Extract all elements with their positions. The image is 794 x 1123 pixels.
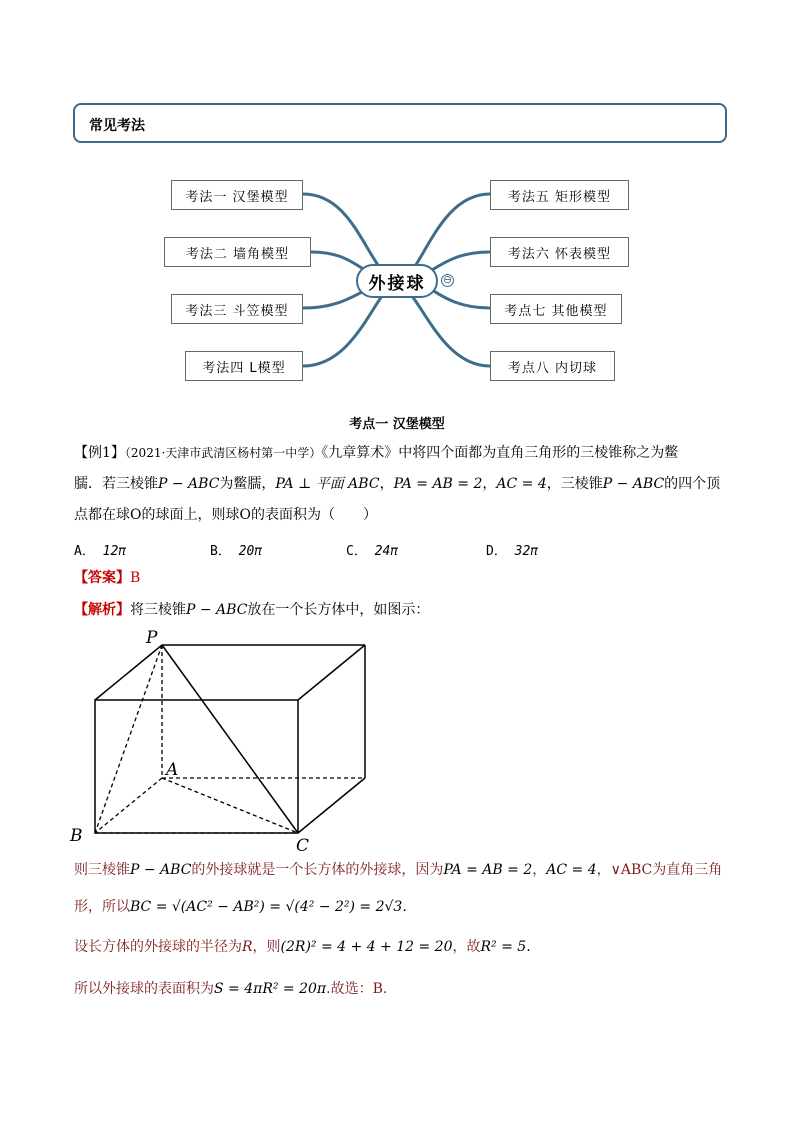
option-a-value: 12π	[102, 544, 127, 559]
analysis-tag: 【解析】	[74, 602, 130, 618]
option-a[interactable]	[74, 540, 126, 559]
example-source: （2021·天津市武清区杨村第一中学）	[124, 446, 322, 460]
solution-3c: ，则	[252, 939, 281, 955]
label-p: P	[146, 628, 158, 648]
label-b: B	[70, 826, 83, 846]
edge-top-right	[298, 645, 365, 700]
example-text-2a: 臑．若三棱锥	[74, 476, 158, 492]
example-text-2b: 为鳖臑，	[219, 476, 276, 492]
solution-4a: 所以外接球的表面积为	[74, 981, 214, 997]
mindmap-node-left-3[interactable]: 考法三 斗笠模型	[171, 294, 303, 324]
answer-tag: 【答案】	[74, 570, 130, 586]
solution-1h: ∨ABC为直角三角	[610, 862, 723, 878]
example-text-2e: ，三棱锥	[546, 476, 603, 492]
mindmap-node-right-3[interactable]: 考点七 其他模型	[490, 294, 622, 324]
solution-2c: .	[402, 899, 407, 915]
solution-line-1	[74, 855, 734, 886]
mindmap-node-left-1[interactable]: 考法一 汉堡模型	[171, 180, 303, 210]
example-text-2d: ，	[482, 476, 497, 492]
example-tag: 【例1】	[74, 445, 125, 461]
answer-line	[74, 563, 734, 594]
connector-right-2	[432, 252, 490, 270]
solution-1a: 则三棱锥	[74, 862, 130, 878]
connector-left-2	[311, 252, 365, 270]
mindmap-node-right-2[interactable]: 考法六 怀表模型	[490, 237, 629, 267]
example-book: 《九章算术》	[321, 445, 399, 461]
option-c-label: C．	[346, 544, 367, 559]
solution-4d: B.	[372, 981, 388, 997]
solution-line-4	[74, 974, 734, 1005]
connector-left-3	[303, 290, 366, 308]
solution-line-2	[74, 892, 734, 923]
example-line-1	[74, 438, 734, 469]
option-d[interactable]	[486, 540, 538, 559]
analysis-intro	[74, 595, 734, 626]
option-b-label: B．	[210, 544, 231, 559]
math-pabc-2: P − ABC	[602, 476, 665, 492]
cuboid-figure	[60, 625, 380, 855]
math-solution-pabc: P − ABC	[130, 862, 192, 878]
option-c[interactable]	[346, 540, 398, 559]
solution-4c: .故选：	[326, 981, 373, 997]
option-a-label: A．	[74, 544, 95, 559]
connector-right-1	[414, 194, 490, 268]
math-solution-eq1: PA = AB = 2	[443, 862, 533, 878]
label-a: A	[166, 760, 179, 780]
math-eq1: PA = AB = 2	[393, 476, 483, 492]
answer-value: B	[130, 570, 141, 586]
solution-1e: ，	[532, 862, 547, 878]
example-text-1: 中将四个面都为直角三角形的三棱锥称之为鳖	[398, 445, 679, 461]
example-text-2c: ，	[379, 476, 394, 492]
mindmap-center-node[interactable]: 外接球	[356, 264, 438, 298]
solution-line-3	[74, 932, 734, 963]
analysis-intro-c: 放在一个长方体中，如图示：	[247, 602, 430, 618]
analysis-intro-a: 将三棱锥	[130, 602, 186, 618]
solution-3g: .	[526, 939, 531, 955]
topic-heading: 考点一 汉堡模型	[349, 417, 445, 432]
front-face	[95, 700, 298, 833]
math-bc-formula: BC = √(AC² − AB²) = √(4² − 2²) = 2√3	[130, 899, 403, 915]
section-title: 常见考法	[89, 118, 145, 134]
math-eq2: AC = 4	[496, 476, 547, 492]
mindmap-node-right-1[interactable]: 考法五 矩形模型	[490, 180, 629, 210]
option-b-value: 20π	[238, 544, 263, 559]
solution-2a: 形，所以	[74, 899, 130, 915]
math-2r-formula: (2R)² = 4 + 4 + 12 = 20	[280, 939, 453, 955]
solution-3e: ，故	[452, 939, 481, 955]
mindmap-node-right-4[interactable]: 考点八 内切球	[490, 351, 615, 381]
example-line-3: 点都在球O的球面上，则球O的表面积为（ ）	[74, 507, 377, 523]
option-b[interactable]	[210, 540, 262, 559]
math-pabc: P − ABC	[158, 476, 220, 492]
math-intro-pabc: P − ABC	[186, 602, 248, 618]
solution-1c: 的外接球就是一个长方体的外接球，因为	[191, 862, 444, 878]
math-perp: PA ⊥ 平面 ABC	[275, 476, 380, 492]
math-r-squared: R² = 5	[480, 939, 527, 955]
example-line-2	[74, 469, 734, 500]
label-c: C	[296, 836, 310, 855]
collapse-icon[interactable]: ⊖	[442, 273, 453, 286]
mindmap-node-left-4[interactable]: 考法四 L模型	[185, 351, 303, 381]
math-solution-eq2: AC = 4	[546, 862, 597, 878]
example-text-2f: 的四个顶	[664, 476, 721, 492]
math-r: R	[242, 939, 253, 955]
option-d-value: 32π	[514, 544, 539, 559]
mindmap-connectors	[0, 0, 794, 400]
option-c-value: 24π	[374, 544, 399, 559]
option-d-label: D．	[486, 544, 507, 559]
solution-3a: 设长方体的外接球的半径为	[74, 939, 242, 955]
solution-1g: ，	[596, 862, 611, 878]
connector-right-3	[432, 290, 490, 308]
mindmap-node-left-2[interactable]: 考法二 墙角模型	[164, 237, 311, 267]
edge-bottom-right	[298, 778, 365, 833]
math-surface-area: S = 4πR² = 20π	[214, 981, 327, 997]
